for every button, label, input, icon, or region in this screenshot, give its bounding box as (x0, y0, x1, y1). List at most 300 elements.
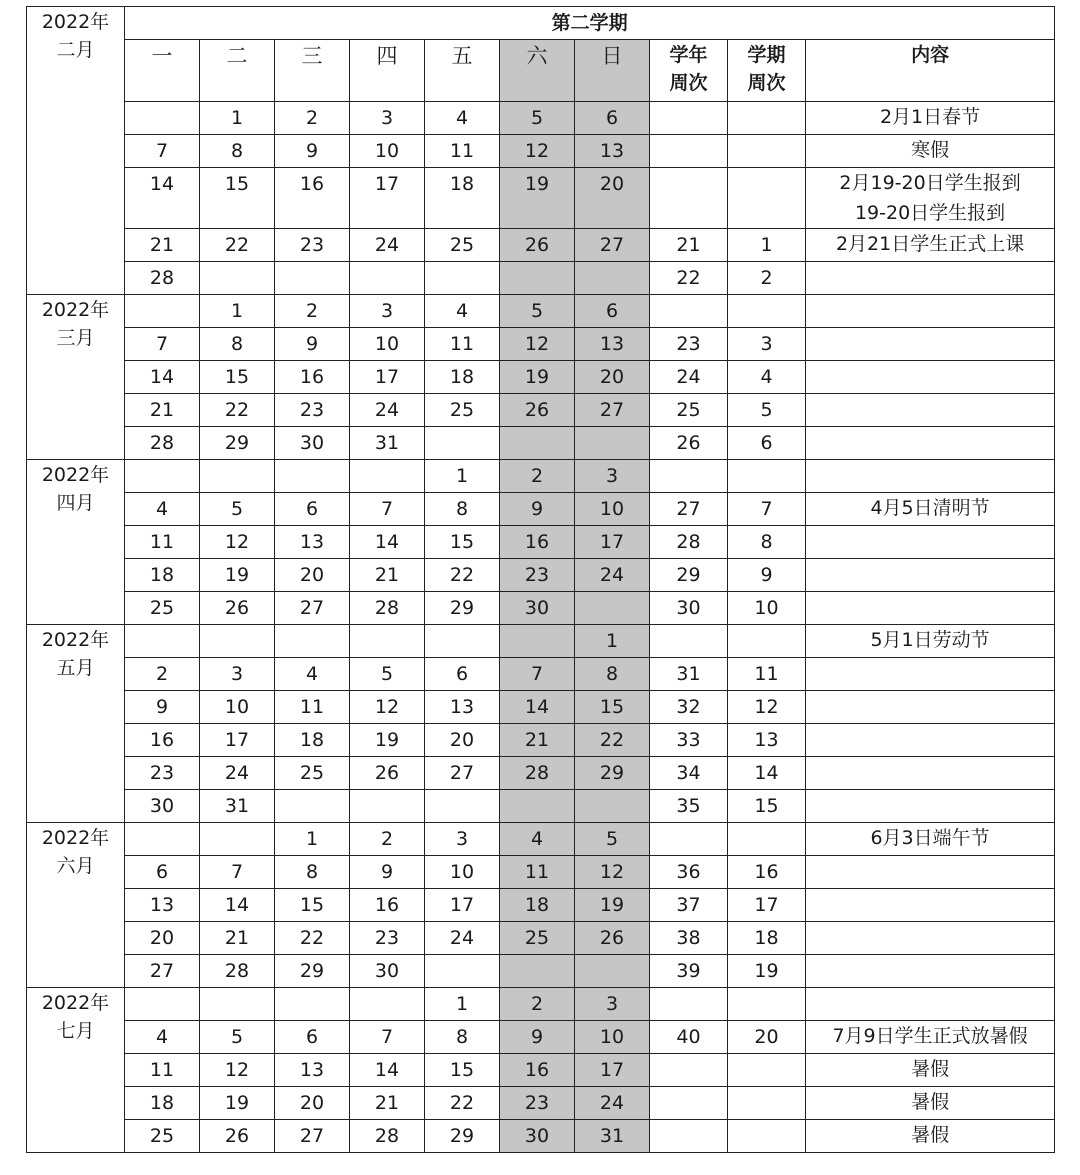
day-cell: 27 (275, 1120, 350, 1153)
week-row (27, 102, 1055, 135)
day-cell: 30 (125, 790, 200, 823)
day-cell: 22 (275, 922, 350, 955)
day-cell: 13 (275, 1054, 350, 1087)
day-cell (575, 262, 650, 295)
day-cell (425, 427, 500, 460)
week-row (27, 988, 1055, 1021)
term-week-cell: 7 (728, 493, 806, 526)
term-week-cell: 20 (728, 1021, 806, 1054)
term-week-cell: 15 (728, 790, 806, 823)
day-cell: 29 (425, 592, 500, 625)
day-cell: 4 (425, 102, 500, 135)
school-year-week-cell: 28 (650, 526, 728, 559)
month-year-label: 2022年 (41, 464, 110, 486)
week-row (27, 856, 1055, 889)
day-cell (275, 625, 350, 658)
school-year-week-cell: 21 (650, 229, 728, 262)
week-row (27, 823, 1055, 856)
day-cell: 2 (500, 988, 575, 1021)
month-name-label: 六月 (56, 855, 95, 877)
day-cell: 7 (350, 1021, 425, 1054)
weekday-header-wed: 三 (275, 40, 350, 102)
term-week-cell: 10 (728, 592, 806, 625)
content-text: 2月21日学生正式上课 (835, 233, 1025, 255)
day-cell (575, 592, 650, 625)
term-week-cell: 17 (728, 889, 806, 922)
day-cell: 20 (575, 361, 650, 394)
day-cell (575, 427, 650, 460)
day-cell: 16 (350, 889, 425, 922)
day-cell (125, 460, 200, 493)
school-year-week-cell (650, 1087, 728, 1120)
day-cell: 1 (425, 460, 500, 493)
week-row (27, 1021, 1055, 1054)
term-week-cell: 19 (728, 955, 806, 988)
day-cell: 17 (200, 724, 275, 757)
content-cell (806, 328, 1055, 361)
term-week-cell (728, 1087, 806, 1120)
day-cell: 1 (200, 295, 275, 328)
day-cell: 11 (125, 1054, 200, 1087)
day-cell: 11 (425, 135, 500, 168)
week-row (27, 922, 1055, 955)
day-cell (200, 823, 275, 856)
month-year-label: 2022年 (41, 11, 110, 33)
term-week-cell (728, 102, 806, 135)
day-cell: 24 (350, 229, 425, 262)
term-week-cell: 13 (728, 724, 806, 757)
bottom-edge-strip (0, 1166, 1080, 1175)
day-cell: 29 (200, 427, 275, 460)
school-year-week-cell: 27 (650, 493, 728, 526)
day-cell: 30 (500, 1120, 575, 1153)
day-cell: 21 (350, 1087, 425, 1120)
day-cell: 24 (425, 922, 500, 955)
day-cell: 10 (350, 135, 425, 168)
day-cell: 12 (500, 328, 575, 361)
week-row (27, 955, 1055, 988)
content-header: 内容 (806, 40, 1055, 102)
school-year-week-cell (650, 625, 728, 658)
term-week-cell (728, 988, 806, 1021)
month-cell (27, 823, 125, 988)
week-row (27, 724, 1055, 757)
week-row (27, 1120, 1055, 1153)
day-cell: 16 (125, 724, 200, 757)
day-cell: 23 (275, 229, 350, 262)
day-cell: 1 (425, 988, 500, 1021)
day-cell: 10 (425, 856, 500, 889)
day-cell (575, 790, 650, 823)
day-cell: 7 (125, 135, 200, 168)
month-name-label: 二月 (56, 39, 95, 61)
content-cell (806, 955, 1055, 988)
day-cell: 3 (425, 823, 500, 856)
day-cell: 9 (125, 691, 200, 724)
school-year-week-cell: 30 (650, 592, 728, 625)
day-cell: 16 (275, 361, 350, 394)
term-week-header-text: 学期 周次 (747, 44, 786, 94)
day-cell: 29 (575, 757, 650, 790)
day-cell: 11 (275, 691, 350, 724)
day-cell: 11 (425, 328, 500, 361)
term-week-header (728, 40, 806, 102)
school-year-week-cell (650, 168, 728, 229)
day-cell (275, 988, 350, 1021)
day-cell: 25 (425, 229, 500, 262)
day-cell: 28 (125, 427, 200, 460)
weekday-header-fri: 五 (425, 40, 500, 102)
day-cell (350, 460, 425, 493)
content-text: 2月19-20日学生报到 19-20日学生报到 (839, 172, 1021, 224)
day-cell: 2 (275, 102, 350, 135)
day-cell: 31 (350, 427, 425, 460)
day-cell: 23 (350, 922, 425, 955)
day-cell: 9 (500, 493, 575, 526)
day-cell: 2 (275, 295, 350, 328)
content-cell (806, 229, 1055, 262)
day-cell: 11 (125, 526, 200, 559)
day-cell (350, 262, 425, 295)
day-cell: 28 (125, 262, 200, 295)
day-cell (350, 988, 425, 1021)
day-cell: 24 (200, 757, 275, 790)
content-cell (806, 790, 1055, 823)
content-cell (806, 394, 1055, 427)
day-cell: 15 (275, 889, 350, 922)
day-cell (425, 955, 500, 988)
day-cell: 21 (500, 724, 575, 757)
day-cell: 6 (575, 102, 650, 135)
day-cell: 18 (125, 559, 200, 592)
day-cell: 16 (500, 526, 575, 559)
day-cell: 18 (425, 168, 500, 229)
day-cell (350, 625, 425, 658)
content-text: 2月1日春节 (879, 106, 981, 128)
week-row (27, 460, 1055, 493)
day-cell: 26 (575, 922, 650, 955)
day-cell: 13 (425, 691, 500, 724)
day-cell: 15 (425, 1054, 500, 1087)
day-cell: 8 (425, 1021, 500, 1054)
day-cell: 2 (350, 823, 425, 856)
day-cell: 22 (575, 724, 650, 757)
day-cell: 14 (500, 691, 575, 724)
content-cell (806, 168, 1055, 229)
day-cell: 7 (125, 328, 200, 361)
day-cell: 9 (500, 1021, 575, 1054)
day-cell: 27 (125, 955, 200, 988)
day-cell: 3 (350, 102, 425, 135)
day-cell: 23 (125, 757, 200, 790)
day-cell: 15 (200, 168, 275, 229)
day-cell: 14 (125, 168, 200, 229)
day-cell: 26 (200, 592, 275, 625)
day-cell: 17 (575, 526, 650, 559)
day-cell: 20 (275, 1087, 350, 1120)
day-cell: 7 (500, 658, 575, 691)
month-name-label: 三月 (56, 327, 95, 349)
day-cell: 19 (500, 168, 575, 229)
content-cell (806, 1054, 1055, 1087)
term-week-cell (728, 168, 806, 229)
day-cell: 23 (500, 1087, 575, 1120)
month-name-label: 七月 (56, 1020, 95, 1042)
day-cell: 18 (275, 724, 350, 757)
day-cell: 13 (275, 526, 350, 559)
day-cell: 14 (350, 526, 425, 559)
day-cell: 17 (575, 1054, 650, 1087)
content-cell (806, 823, 1055, 856)
day-cell: 25 (425, 394, 500, 427)
weekday-header-thu: 四 (350, 40, 425, 102)
day-cell: 28 (350, 1120, 425, 1153)
day-cell: 4 (125, 1021, 200, 1054)
day-cell: 5 (200, 493, 275, 526)
day-cell: 3 (575, 460, 650, 493)
content-cell (806, 427, 1055, 460)
content-text: 5月1日劳动节 (870, 629, 990, 651)
content-cell (806, 691, 1055, 724)
day-cell: 9 (275, 135, 350, 168)
content-cell (806, 361, 1055, 394)
day-cell: 15 (425, 526, 500, 559)
school-year-week-cell: 39 (650, 955, 728, 988)
content-cell (806, 262, 1055, 295)
content-cell (806, 922, 1055, 955)
day-cell: 8 (425, 493, 500, 526)
term-week-cell: 2 (728, 262, 806, 295)
term-week-cell: 6 (728, 427, 806, 460)
school-year-week-cell: 22 (650, 262, 728, 295)
week-row (27, 135, 1055, 168)
week-row (27, 526, 1055, 559)
day-cell (425, 625, 500, 658)
day-cell: 8 (575, 658, 650, 691)
term-week-cell: 8 (728, 526, 806, 559)
week-row (27, 1087, 1055, 1120)
content-cell (806, 1120, 1055, 1153)
day-cell: 18 (500, 889, 575, 922)
week-row (27, 658, 1055, 691)
day-cell: 26 (200, 1120, 275, 1153)
day-cell: 24 (575, 559, 650, 592)
school-year-week-cell: 23 (650, 328, 728, 361)
day-cell: 30 (275, 427, 350, 460)
day-cell: 29 (425, 1120, 500, 1153)
term-week-cell: 9 (728, 559, 806, 592)
month-year-label: 2022年 (41, 827, 110, 849)
day-cell (275, 460, 350, 493)
week-row (27, 394, 1055, 427)
school-year-week-header-text: 学年 周次 (669, 44, 708, 94)
day-cell: 19 (575, 889, 650, 922)
day-cell: 5 (500, 102, 575, 135)
content-cell (806, 889, 1055, 922)
school-year-week-cell: 29 (650, 559, 728, 592)
day-cell: 8 (275, 856, 350, 889)
day-cell: 25 (125, 1120, 200, 1153)
weekday-header-sat: 六 (500, 40, 575, 102)
term-week-cell: 1 (728, 229, 806, 262)
day-cell: 21 (350, 559, 425, 592)
day-cell (500, 955, 575, 988)
weekday-header-sun: 日 (575, 40, 650, 102)
day-cell: 24 (350, 394, 425, 427)
day-cell (500, 790, 575, 823)
day-cell: 4 (500, 823, 575, 856)
day-cell: 2 (125, 658, 200, 691)
day-cell: 15 (200, 361, 275, 394)
content-cell (806, 1021, 1055, 1054)
week-row (27, 168, 1055, 229)
term-week-cell: 5 (728, 394, 806, 427)
school-year-week-cell: 32 (650, 691, 728, 724)
day-cell: 10 (350, 328, 425, 361)
content-cell (806, 102, 1055, 135)
term-week-cell: 14 (728, 757, 806, 790)
day-cell: 6 (275, 1021, 350, 1054)
term-title: 第二学期 (125, 7, 1055, 40)
content-cell (806, 1087, 1055, 1120)
day-cell (275, 790, 350, 823)
day-cell: 6 (275, 493, 350, 526)
day-cell: 30 (350, 955, 425, 988)
content-cell (806, 135, 1055, 168)
month-name-label: 四月 (56, 492, 95, 514)
day-cell: 20 (425, 724, 500, 757)
term-week-cell (728, 823, 806, 856)
month-cell (27, 295, 125, 460)
day-cell: 20 (275, 559, 350, 592)
day-cell: 10 (575, 1021, 650, 1054)
content-cell (806, 592, 1055, 625)
day-cell: 26 (500, 394, 575, 427)
content-text: 4月5日清明节 (870, 497, 990, 519)
week-row (27, 229, 1055, 262)
day-cell: 9 (350, 856, 425, 889)
week-row (27, 790, 1055, 823)
day-cell: 11 (500, 856, 575, 889)
day-cell (125, 988, 200, 1021)
day-cell: 20 (125, 922, 200, 955)
day-cell: 4 (125, 493, 200, 526)
school-year-week-cell: 38 (650, 922, 728, 955)
content-cell (806, 856, 1055, 889)
day-cell: 3 (200, 658, 275, 691)
day-cell (275, 262, 350, 295)
day-cell: 19 (500, 361, 575, 394)
day-cell: 28 (500, 757, 575, 790)
week-row (27, 427, 1055, 460)
day-cell (500, 262, 575, 295)
day-cell: 23 (500, 559, 575, 592)
content-cell (806, 493, 1055, 526)
month-name-label: 五月 (56, 657, 95, 679)
week-row (27, 592, 1055, 625)
day-cell: 26 (350, 757, 425, 790)
day-cell: 7 (200, 856, 275, 889)
day-cell: 19 (200, 1087, 275, 1120)
day-cell: 3 (350, 295, 425, 328)
week-row (27, 361, 1055, 394)
day-cell: 15 (575, 691, 650, 724)
content-text: 暑假 (911, 1091, 950, 1113)
school-year-week-cell (650, 295, 728, 328)
day-cell (200, 625, 275, 658)
school-year-week-cell: 24 (650, 361, 728, 394)
school-year-week-cell (650, 988, 728, 1021)
term-week-cell (728, 1054, 806, 1087)
day-cell (125, 295, 200, 328)
month-cell (27, 7, 125, 295)
day-cell: 13 (575, 328, 650, 361)
term-week-cell: 11 (728, 658, 806, 691)
term-week-cell: 16 (728, 856, 806, 889)
day-cell: 31 (200, 790, 275, 823)
day-cell (575, 955, 650, 988)
month-year-label: 2022年 (41, 992, 110, 1014)
day-cell (200, 988, 275, 1021)
day-cell (125, 823, 200, 856)
day-cell (500, 625, 575, 658)
content-text: 6月3日端午节 (870, 827, 990, 849)
day-cell: 13 (575, 135, 650, 168)
day-cell: 22 (425, 559, 500, 592)
week-row (27, 328, 1055, 361)
day-cell: 25 (275, 757, 350, 790)
day-cell (125, 102, 200, 135)
school-year-week-cell: 34 (650, 757, 728, 790)
week-row (27, 691, 1055, 724)
day-cell: 27 (575, 394, 650, 427)
content-cell (806, 625, 1055, 658)
day-cell: 4 (425, 295, 500, 328)
term-week-cell (728, 625, 806, 658)
term-week-cell: 3 (728, 328, 806, 361)
content-text: 暑假 (911, 1058, 950, 1080)
day-cell: 25 (125, 592, 200, 625)
day-cell (500, 427, 575, 460)
day-cell (425, 790, 500, 823)
day-cell: 19 (200, 559, 275, 592)
day-cell: 13 (125, 889, 200, 922)
term-week-cell: 18 (728, 922, 806, 955)
week-row (27, 889, 1055, 922)
day-cell: 1 (200, 102, 275, 135)
day-cell: 28 (200, 955, 275, 988)
day-cell: 18 (425, 361, 500, 394)
day-cell: 27 (275, 592, 350, 625)
day-cell: 23 (275, 394, 350, 427)
content-cell (806, 295, 1055, 328)
day-cell: 5 (200, 1021, 275, 1054)
content-cell (806, 757, 1055, 790)
month-cell (27, 460, 125, 625)
school-year-week-cell: 36 (650, 856, 728, 889)
day-cell: 21 (125, 394, 200, 427)
school-year-week-cell: 25 (650, 394, 728, 427)
day-cell: 8 (200, 328, 275, 361)
day-cell: 17 (425, 889, 500, 922)
day-cell: 14 (200, 889, 275, 922)
term-week-cell (728, 295, 806, 328)
day-cell (200, 460, 275, 493)
content-cell (806, 988, 1055, 1021)
school-year-week-cell: 37 (650, 889, 728, 922)
day-cell: 20 (575, 168, 650, 229)
term-week-cell (728, 1120, 806, 1153)
